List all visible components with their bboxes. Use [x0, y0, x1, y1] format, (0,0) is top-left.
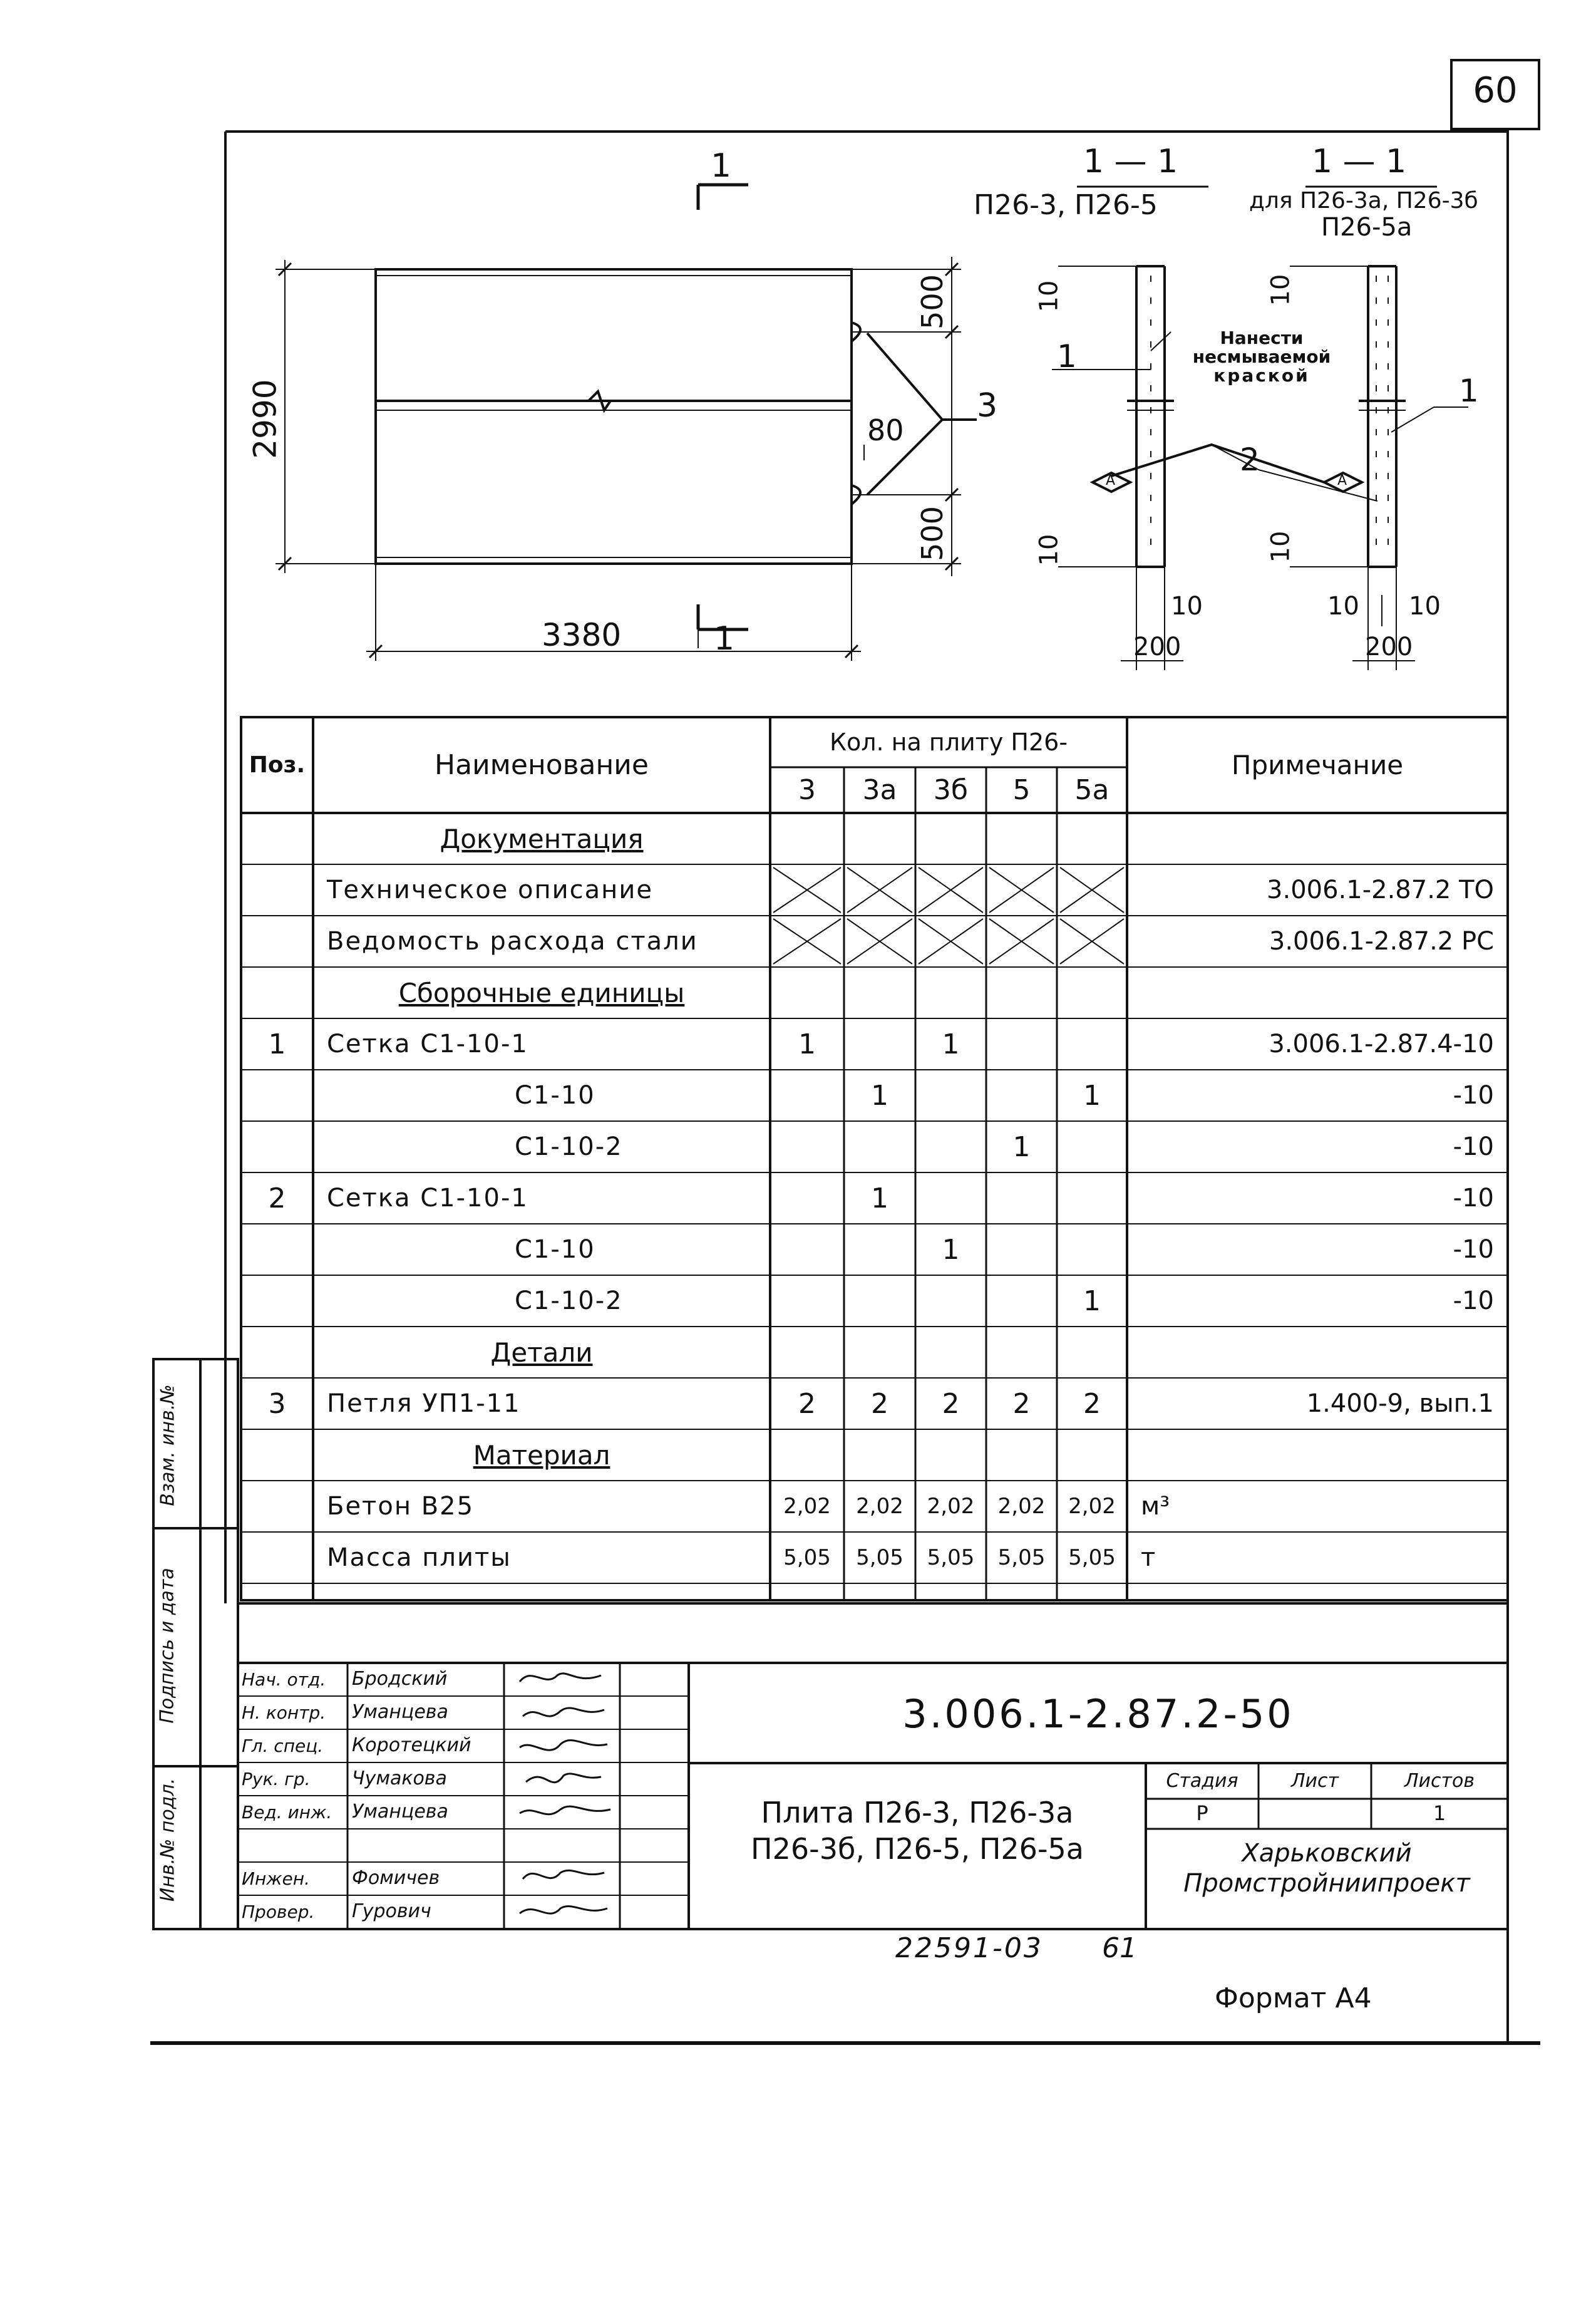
row-name: Техническое описание: [327, 876, 653, 904]
qty-cell: 1: [798, 1028, 816, 1060]
sheets-label: Листов: [1404, 1770, 1475, 1792]
qty-cell: 5,05: [997, 1545, 1046, 1570]
row-name: Петля УП1-11: [327, 1389, 521, 1418]
section-heading: Материал: [473, 1439, 610, 1471]
th-qty-3: 3: [798, 774, 816, 806]
signatory-role: Провер.: [242, 1902, 315, 1922]
qty-cell: 1: [942, 1233, 960, 1266]
section-a-callout-1: 1: [1057, 338, 1077, 375]
plan-callout-3: 3: [977, 387, 998, 425]
th-note: Примечание: [1231, 750, 1404, 780]
qty-cell: 1: [1012, 1131, 1031, 1163]
section-a-subtitle: П26-3, П26-5: [974, 189, 1158, 221]
row-name: Бетон В25: [327, 1492, 475, 1521]
signatory-role: Нач. отд.: [242, 1669, 326, 1690]
sheet-number: 60: [1473, 70, 1518, 111]
qty-cell: 2: [1083, 1387, 1101, 1420]
row-name: Масса плиты: [327, 1543, 512, 1572]
th-name: Наименование: [435, 749, 649, 781]
plan-dim-mid: 80: [867, 413, 904, 447]
section-b-dim-10-left: 10: [1327, 592, 1359, 621]
section-b-dim-10-right: 10: [1409, 592, 1441, 621]
signatory-name: Уманцева: [352, 1701, 448, 1723]
qty-cell: 2,02: [1068, 1494, 1116, 1519]
th-qty-5: 5: [1012, 774, 1031, 806]
plan-dim-height: 2990: [247, 379, 284, 459]
qty-cell: 2,02: [927, 1494, 975, 1519]
section-b-dim-200: 200: [1365, 633, 1413, 661]
qty-cell: 2,02: [856, 1494, 904, 1519]
section-b-dim-10-bottom: 10: [1266, 530, 1295, 563]
qty-cell: 5,05: [927, 1545, 975, 1570]
section-b-subtitle: для П26-3а, П26-3б: [1249, 188, 1478, 214]
plan-dim-width: 3380: [542, 617, 622, 653]
section-a-dim-200: 200: [1133, 633, 1182, 661]
th-qty-5a: 5а: [1074, 774, 1109, 806]
qty-cell: 5,05: [1068, 1545, 1116, 1570]
qty-cell: 2: [798, 1387, 816, 1420]
format-label: Формат А4: [1215, 1982, 1372, 2014]
section-b-callout-2: 2: [1240, 442, 1260, 478]
section-a-title: 1 — 1: [1083, 143, 1178, 180]
qty-cell: 5,05: [783, 1545, 831, 1570]
section-a-dim-10-top: 10: [1034, 280, 1064, 313]
th-qty-3a: 3а: [862, 774, 897, 806]
row-note: -10: [1453, 1081, 1494, 1110]
row-note: м³: [1141, 1492, 1170, 1521]
row-name: С1-10: [515, 1081, 595, 1110]
qty-cell: 2,02: [997, 1494, 1046, 1519]
sheet-label: Лист: [1290, 1770, 1339, 1792]
sheet-ref: 61: [1102, 1932, 1137, 1964]
plan-section-mark-bottom: 1: [714, 620, 735, 658]
mark-a-right: А: [1337, 473, 1347, 489]
signatory-name: Бродский: [352, 1668, 448, 1690]
signatory-name: Фомичев: [352, 1867, 440, 1889]
row-note: 1.400-9, вып.1: [1306, 1389, 1494, 1418]
qty-cell: 2: [942, 1387, 960, 1420]
row-name: С1-10: [515, 1235, 595, 1264]
row-name: Сетка С1-10-1: [327, 1030, 528, 1058]
signatory-role: Вед. инж.: [242, 1802, 332, 1823]
section-heading: Документация: [440, 823, 644, 854]
mark-a-left: А: [1106, 473, 1116, 489]
row-note: т: [1141, 1543, 1156, 1572]
row-pos: 2: [268, 1182, 286, 1214]
qty-cell: 2: [871, 1387, 888, 1420]
qty-cell: 1: [1083, 1079, 1101, 1112]
section-b-callout-1: 1: [1459, 373, 1479, 409]
signatory-name: Гурович: [352, 1900, 431, 1922]
row-name: С1-10-2: [515, 1286, 623, 1315]
signatory-role: Н. контр.: [242, 1702, 326, 1723]
signatory-name: Коротецкий: [352, 1734, 471, 1756]
signatory-role: Инжен.: [242, 1868, 310, 1889]
qty-cell: 1: [871, 1182, 888, 1214]
row-note: 3.006.1-2.87.2 ТО: [1267, 876, 1494, 904]
row-pos: 3: [268, 1387, 286, 1420]
row-note: -10: [1453, 1286, 1494, 1315]
stage-value: Р: [1196, 1801, 1208, 1825]
row-name: С1-10-2: [515, 1132, 623, 1161]
plan-section-mark-top: 1: [711, 147, 732, 185]
side-stamp-sign: Подпись и дата: [156, 1568, 178, 1724]
th-qty-3b: 3б: [933, 774, 969, 806]
signatory-role: Рук. гр.: [242, 1769, 311, 1789]
signatory-name: Уманцева: [352, 1801, 448, 1823]
signatory-role: Гл. спец.: [242, 1736, 324, 1756]
section-b-subtitle2: П26-5а: [1321, 213, 1413, 242]
section-b-dim-10-top: 10: [1266, 274, 1295, 306]
doc-code: 3.006.1-2.87.2-50: [902, 1691, 1294, 1737]
th-qty-group: Кол. на плиту П26-: [829, 728, 1068, 756]
plan-dim-bottom: 500: [915, 506, 949, 561]
organization: Харьковский Промстройниипроект: [1183, 1839, 1470, 1898]
paint-note: Нанести несмываемой краской: [1192, 328, 1331, 386]
th-pos: Поз.: [249, 752, 306, 778]
qty-cell: 1: [942, 1028, 960, 1060]
drawing-title: Плита П26-3, П26-3а П26-3б, П26-5, П26-5а: [750, 1796, 1084, 1866]
qty-cell: 1: [871, 1079, 888, 1112]
row-note: 3.006.1-2.87.4-10: [1269, 1030, 1494, 1058]
qty-cell: 2: [1012, 1387, 1031, 1420]
row-pos: 1: [268, 1028, 286, 1060]
row-name: Сетка С1-10-1: [327, 1184, 528, 1213]
stage-label: Стадия: [1166, 1770, 1238, 1792]
row-name: Ведомость расхода стали: [327, 927, 698, 956]
archive-number: 22591-03: [895, 1932, 1043, 1964]
section-a-dim-10-right: 10: [1171, 592, 1203, 621]
section-heading: Детали: [490, 1337, 593, 1368]
qty-cell: 2,02: [783, 1494, 831, 1519]
signatory-name: Чумакова: [352, 1767, 447, 1789]
sheets-value: 1: [1433, 1801, 1446, 1825]
row-note: 3.006.1-2.87.2 РС: [1269, 927, 1494, 956]
plan-dim-top: 500: [915, 274, 949, 329]
section-b-title: 1 — 1: [1312, 143, 1407, 180]
side-stamp-replace: Взам. инв.№: [157, 1384, 179, 1506]
row-note: -10: [1453, 1132, 1494, 1161]
row-note: -10: [1453, 1184, 1494, 1213]
row-note: -10: [1453, 1235, 1494, 1264]
section-heading: Сборочные единицы: [398, 977, 685, 1008]
side-stamp-inv: Инв.№ подл.: [157, 1778, 179, 1902]
qty-cell: 1: [1083, 1285, 1101, 1317]
qty-cell: 5,05: [856, 1545, 904, 1570]
section-a-dim-10-bottom: 10: [1034, 534, 1064, 566]
